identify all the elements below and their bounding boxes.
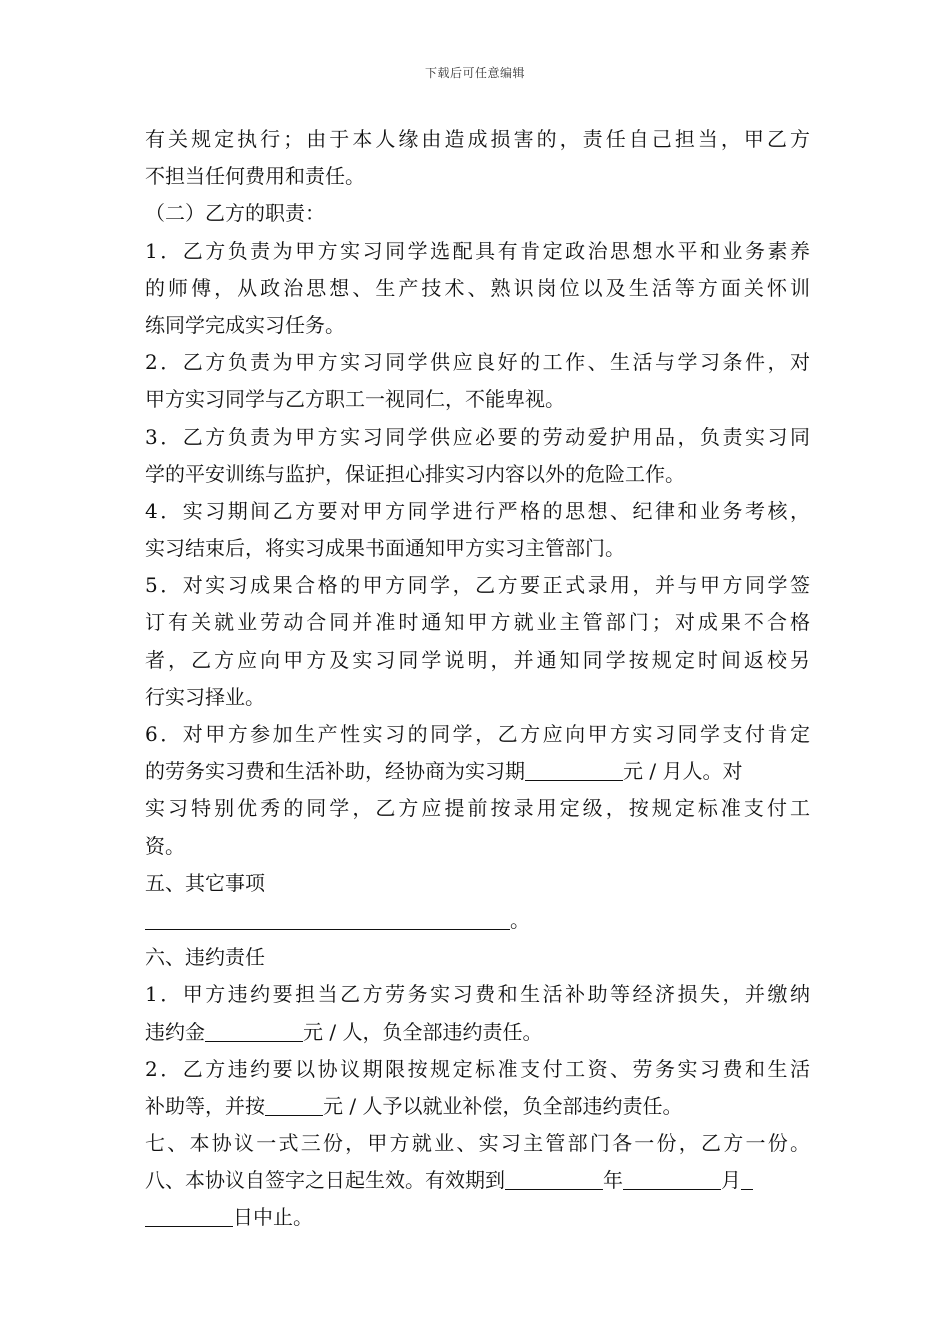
text-segment: 违约金 — [145, 1019, 205, 1044]
fill-in-blank[interactable] — [525, 779, 623, 781]
text-segment: 元 / 人予以就业补偿，负全部违约责任。 — [323, 1093, 683, 1118]
text-line: 七、本协议一式三份，甲方就业、实习主管部门各一份，乙方一份。 — [145, 1131, 810, 1156]
text-segment: 。 — [510, 907, 530, 932]
text-line-with-blank — [145, 1162, 810, 1199]
text-line-with-blank — [145, 1088, 810, 1125]
text-line-with-blank — [145, 902, 810, 939]
text-line: 4．实习期间乙方要对甲方同学进行严格的思想、纪律和业务考核， — [145, 498, 810, 523]
fill-in-blank[interactable] — [145, 1225, 233, 1227]
text-line: 实习结束后，将实习成果书面通知甲方实习主管部门。 — [145, 536, 625, 561]
text-line: 资。 — [145, 833, 185, 858]
text-line: 2．乙方违约要以协议期限按规定标准支付工资、劳务实习费和生活 — [145, 1056, 810, 1081]
fill-in-blank[interactable] — [145, 928, 510, 930]
text-line: 行实习择业。 — [145, 684, 265, 709]
text-segment: 元 / 人，负全部违约责任。 — [303, 1019, 543, 1044]
fill-in-blank[interactable] — [505, 1188, 603, 1190]
text-segment: 日中止。 — [233, 1205, 313, 1230]
text-segment: 八、本协议自签字之日起生效。有效期到 — [145, 1168, 505, 1193]
fill-in-blank[interactable] — [741, 1188, 753, 1190]
text-segment: 的劳务实习费和生活补助，经协商为实习期 — [145, 759, 525, 784]
text-line: 不担当任何费用和责任。 — [145, 164, 365, 189]
text-line: 实习特别优秀的同学，乙方应提前按录用定级，按规定标准支付工 — [145, 796, 810, 821]
text-line: 3．乙方负责为甲方实习同学供应必要的劳动爱护用品，负责实习同 — [145, 424, 810, 449]
text-segment: 补助等，并按 — [145, 1093, 265, 1118]
text-line-with-blank — [145, 1014, 810, 1051]
text-line: 5．对实习成果合格的甲方同学，乙方要正式录用，并与甲方同学签 — [145, 573, 810, 598]
text-segment: 年 — [603, 1168, 623, 1193]
subsection-title: （二）乙方的职责： — [145, 201, 325, 226]
text-line: 订有关就业劳动合同并准时通知甲方就业主管部门；对成果不合格 — [145, 610, 810, 635]
text-segment: 元 / 月人。对 — [623, 759, 743, 784]
text-line: 1．甲方违约要担当乙方劳务实习费和生活补助等经济损失，并缴纳 — [145, 982, 810, 1007]
text-line: 的师傅，从政治思想、生产技术、熟识岗位以及生活等方面关怀训 — [145, 275, 810, 300]
text-line-with-blank — [145, 1199, 810, 1236]
section-title: 六、违约责任 — [145, 945, 265, 970]
text-line: 有关规定执行；由于本人缘由造成损害的，责任自己担当，甲乙方 — [145, 127, 810, 151]
text-line: 练同学完成实习任务。 — [145, 312, 345, 337]
text-segment: 月 — [721, 1168, 741, 1193]
text-line: 1．乙方负责为甲方实习同学选配具有肯定政治思想水平和业务素养 — [145, 238, 810, 263]
page-header: 下载后可任意编辑 — [424, 66, 525, 80]
fill-in-blank[interactable] — [205, 1040, 303, 1042]
text-line-with-blank — [145, 753, 810, 790]
text-line: 学的平安训练与监护，保证担心排实习内容以外的危险工作。 — [145, 461, 685, 486]
fill-in-blank[interactable] — [623, 1188, 721, 1190]
text-line: 6．对甲方参加生产性实习的同学，乙方应向甲方实习同学支付肯定 — [145, 722, 810, 746]
section-title: 五、其它事项 — [145, 870, 265, 895]
text-line: 甲方实习同学与乙方职工一视同仁，不能卑视。 — [145, 387, 565, 412]
document-body — [145, 121, 810, 1237]
text-line: 者，乙方应向甲方及实习同学说明，并通知同学按规定时间返校另 — [145, 647, 810, 672]
fill-in-blank[interactable] — [265, 1114, 323, 1116]
text-line: 2．乙方负责为甲方实习同学供应良好的工作、生活与学习条件，对 — [145, 350, 810, 375]
